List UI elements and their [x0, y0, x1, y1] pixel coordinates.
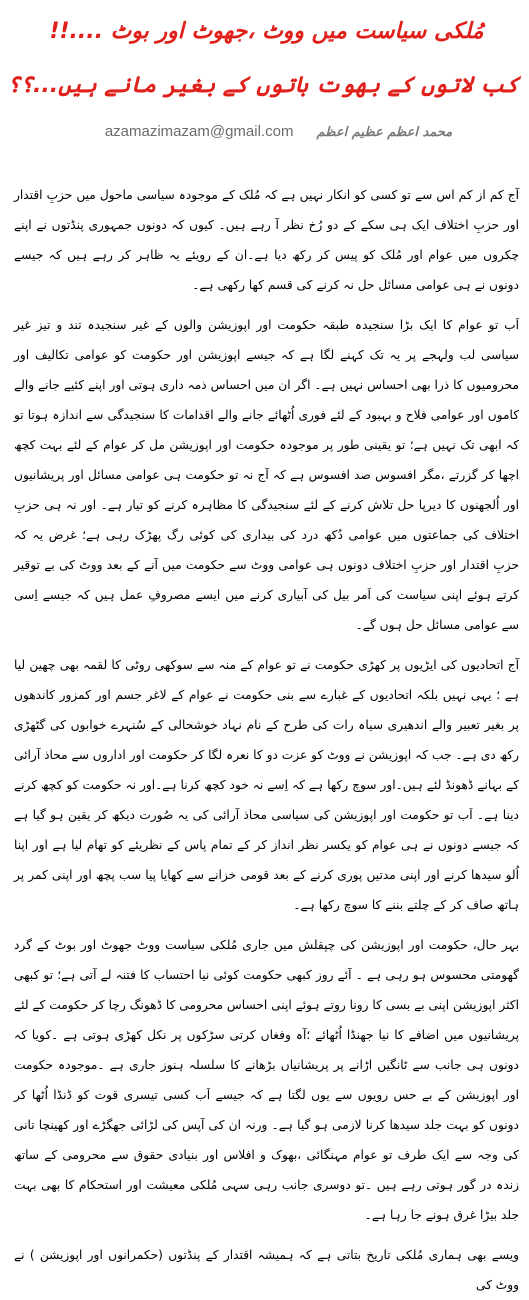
paragraph-2: اَب تو عوام کا ایک بڑا سنجیدہ طبقہ حکومت اور اپوزیشن والوں کے غیر سنجیدہ تند و تیز غیر سیاسی لب ولہجے پر یہ تک کہنے لگا ہے کہ جیسے اپوزیشن اور حکومت کو عوامی تکالیف اور محرومیوں کا ذرا بھی احساس نہیں ہے۔ اگر ان میں احساس ذمہ داری ہوتی اور اپنے کئیے جانے والے کاموں اور عوامی فلاح و بہبود کے لئے فوری اُٹھائے جانے والے اقدامات کا سنجیدگی سے اندازہ ہوتا تو کہ ابھی تک نہیں ہے؛ تو یقینی طور پر موجودہ حکومت اور اپوزیشن مل کر عوام کے لئے بہت کچھ اچھا کر گزرتے ،مگر افسوس صد افسوس ہے کہ آج نہ تو حکومت ہی عوامی مسائل اور پریشانیوں اور اُلجھنوں کا دیرپا حل تلاش کرنے کے لئے سنجیدگی کا مظاہرہ کرنے کو تیار ہے۔ اور نہ ہی حزبِ اختلاف کی جماعتوں میں عوامی دُکھ درد کی بیداری کی کوئی رگ پھڑک رہی ہے؛ غرض یہ کہ حزبِ اقتدار اور حزبِ اختلاف دونوں ہی عوامی ووٹ سے حکومت میں آنے کے بعد ووٹ کی بے توقیر کرتے ہوئے اپنی سیاست کی اَمر بیل کی آبیاری کرنے میں ایسے مصروفِ عمل ہیں کہ جیسے اِسی سے عوامی مسائل حل ہوں گے۔ [14, 318, 519, 632]
author-name: محمد اعظم عظیم اعظم [316, 125, 453, 140]
byline [14, 118, 519, 144]
paragraph-1: آج کم از کم اس سے تو کسی کو انکار نہیں ہے کہ مُلک کے موجودہ سیاسی ماحول میں حزبِ اقتدار اور حزبِ اختلاف ایک ہی سکے کے دو رُخ نظر آ رہے ہیں۔ کیوں کہ دونوں جمہوری پنڈتوں نے اپنے چکروں میں عوام اور مُلک کو پیس کر رکھ دیا ہے۔ان کے رویئے یہ ظاہر کر رہے ہیں کہ جیسے دونوں نے ہی عوامی مسائل حل نہ کرنے کی قسم کھا رکھی ہے۔ [14, 188, 519, 292]
paragraph-3: آج اتحادیوں کی ایڑیوں پر کھڑی حکومت نے تو عوام کے منہ سے سوکھی روٹی کا لقمہ بھی چھین لیا ہے ؛ یہی نہیں بلکہ اتحادیوں کے غبارے سے بنی حکومت نے عوام کے لاغر جسم اور کمزور کاندھوں پر بغیر تعبیر والے اندھیری سیاہ رات کی طرح کے نام نہاد خوشحالی کے سُنہرے خوابوں کی گٹھڑی رکھ دی ہے۔ جب کہ اپوزیشن نے ووٹ کو عزت دو کا نعرہ لگا کر حکومت اور اداروں سے محاذ آرائی کے بہانے ڈھونڈ لئے ہیں۔اور سوچ رکھا ہے کہ اِسے نہ خود کچھ کرنا ہے۔اور نہ حکومت کو کچھ کرنے دینا ہے۔ اَب تو حکومت اور اپوزیشن کی سیاسی محاذ آرائی کی یہ صُورت دیکھ کر یقین ہو گیا ہے کہ جیسے دونوں نے ہی عوام کو یکسر نظر انداز کر کے تمام پاس کے نظریئے کو تھام لیا ہے اور اپنا اُلو سیدھا کرنے اور اپنی مدتیں پوری کرنے کے بعد قومی خزانے سے کھایا پیا سب پچھ اور اپنی کمر پر ہاتھ صاف کر کے چلتے بننے کا سوچ رکھا ہے۔ [14, 658, 519, 912]
headline-line-2: کب لاتوں کے بھوت باتوں کے بغیر مانے ہیں...؟؟ [7, 73, 519, 98]
paragraph-4: بہر حال، حکومت اور اپوزیشن کی چپقلش میں جاری مُلکی سیاست ووٹ جھوٹ اور بوٹ کے گرد گھومتی محسوس ہو رہی ہے ۔ آئے روز کبھی حکومت کوئی نیا احتساب کا فتنہ لے آتی ہے؛ تو کبھی اکثر اپوزیشن اپنی بے بسی کا رونا روتے ہوئے اپنی احساس محرومی کا ڈھونگ رچا کر حکومت کے لئے پریشانیوں میں اضافے کا نیا جھنڈا اُٹھائے ؛آہ وفغاں کرتی سڑکوں پر نکل کھڑی ہوتی ہے ۔کویا کہ دونوں ہی جانب سے ٹانگیں اڑانے پر پریشانیاں بڑھانے کا سلسلہ ہنوز جاری ہے ۔موجودہ حکومت اور اپوزیشن کے بے حس رویوں سے یوں لگتا ہے کہ جیسے اَب کسی تیسری قوت کو ڈنڈا اُٹھا کر دونوں کو بہت جلد سیدھا کرنا لازمی ہو گیا ہے۔ ورنہ ان کی آپس کی لڑائی جھگڑے اور کھینچا تانی کی وجہ سے ایک طرف تو عوام مہنگائی ،بھوک و افلاس اور بنیادی حقوق سے محرومی کے ساتھ زندہ در گور ہوتی رہے ہیں ۔تو دوسری جانب رہی سہی مُلکی معیشت اور استحکام کا بھی بہت جلد بیڑا غرق ہونے جا رہا ہے۔ [14, 938, 519, 1222]
paragraph-5: ویسے بھی ہماری مُلکی تاریخ بتاتی ہے کہ ہمیشہ اقتدار کے پنڈتوں (حکمرانوں اور اپوزیشن ) نے ووٹ کی [14, 1248, 519, 1292]
author-email[interactable]: azamazimazam@gmail.com [104, 123, 294, 140]
headline-line-1: مُلکی سیاست میں ووٹ ،جھوٹ اور بوٹ ....!! [49, 19, 484, 44]
article-body [14, 180, 519, 1300]
